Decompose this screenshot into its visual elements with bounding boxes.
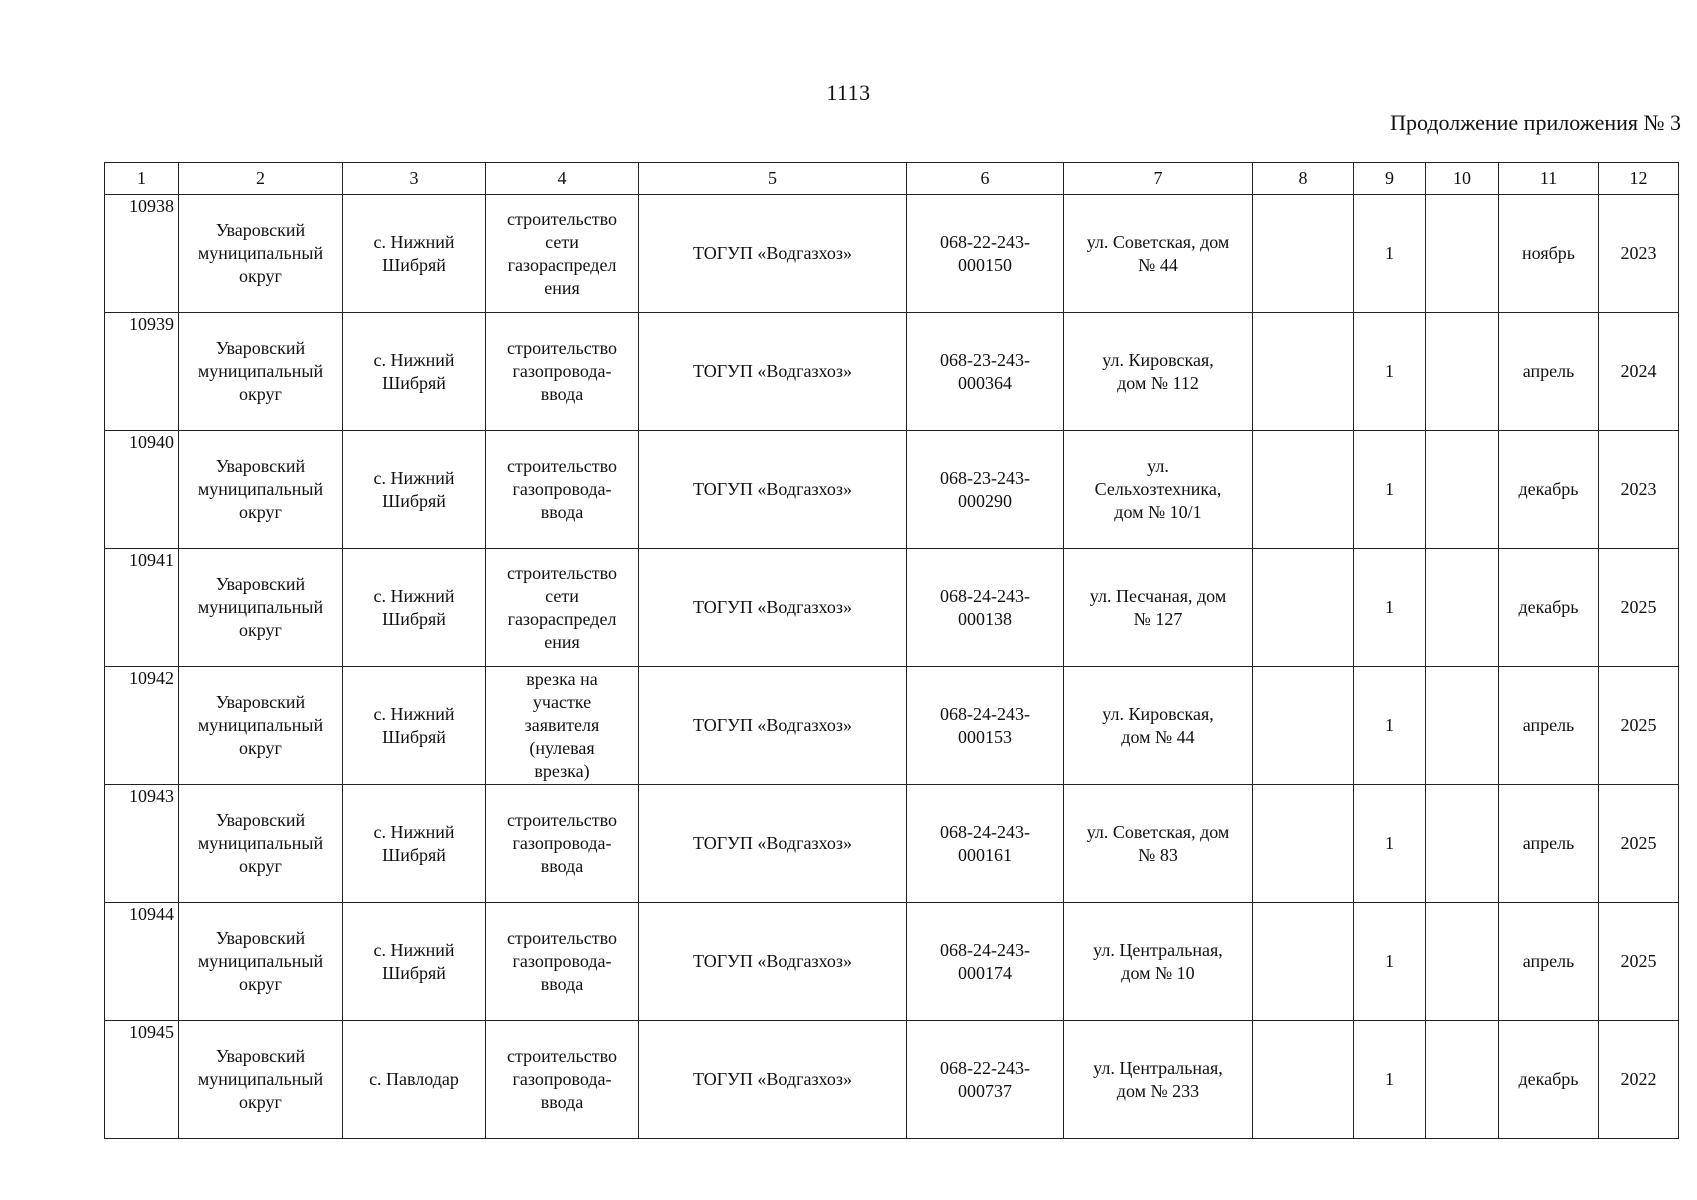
year-cell <box>1599 1021 1679 1139</box>
count: 1 <box>1385 479 1394 499</box>
work-type: строительство сети газораспредел ения <box>507 562 617 652</box>
row-number: 10940 <box>129 432 174 452</box>
address-cell <box>1064 1021 1253 1139</box>
settlement-cell <box>343 313 486 431</box>
year-cell <box>1599 785 1679 903</box>
address-cell <box>1064 313 1253 431</box>
district-cell <box>179 195 343 313</box>
district-cell <box>179 903 343 1021</box>
work-type-cell <box>486 431 639 549</box>
code: 068-22-243- 000150 <box>940 231 1030 275</box>
month: апрель <box>1522 715 1575 735</box>
code-cell <box>907 431 1064 549</box>
code: 068-24-243- 000138 <box>940 585 1030 629</box>
district: Уваровский муниципальный округ <box>197 692 324 758</box>
column-header: 5 <box>639 163 907 195</box>
column-header: 6 <box>907 163 1064 195</box>
code-cell <box>907 195 1064 313</box>
column-10-cell <box>1426 667 1499 785</box>
district-cell <box>179 785 343 903</box>
address: ул. Центральная, дом № 233 <box>1093 1057 1223 1101</box>
table-row <box>105 195 1679 313</box>
count-cell <box>1354 549 1426 667</box>
address-cell <box>1064 667 1253 785</box>
work-type-cell <box>486 313 639 431</box>
count-cell <box>1354 313 1426 431</box>
row-number: 10939 <box>129 314 174 334</box>
column-8-cell <box>1253 195 1354 313</box>
district: Уваровский муниципальный округ <box>197 928 324 994</box>
work-type: строительство газопровода- ввода <box>507 810 617 876</box>
row-number: 10938 <box>129 196 174 216</box>
count: 1 <box>1385 951 1394 971</box>
column-10-cell <box>1426 549 1499 667</box>
work-type: строительство газопровода- ввода <box>507 456 617 522</box>
organization-cell <box>639 903 907 1021</box>
code: 068-24-243- 000153 <box>940 703 1030 747</box>
code-cell <box>907 549 1064 667</box>
settlement: с. Нижний Шибряй <box>373 349 455 393</box>
year: 2024 <box>1620 361 1657 381</box>
column-header: 4 <box>486 163 639 195</box>
month-cell <box>1499 667 1599 785</box>
settlement-cell <box>343 195 486 313</box>
column-10-cell <box>1426 195 1499 313</box>
row-number-cell <box>105 1021 179 1139</box>
count: 1 <box>1385 243 1394 263</box>
organization: ТОГУП «Водгазхоз» <box>693 361 852 381</box>
row-number: 10944 <box>129 904 174 924</box>
code: 068-23-243- 000364 <box>940 349 1030 393</box>
count-cell <box>1354 667 1426 785</box>
work-type: врезка на участке заявителя (нулевая врезка) <box>524 669 600 781</box>
count-cell <box>1354 431 1426 549</box>
district-cell <box>179 313 343 431</box>
row-number-cell <box>105 903 179 1021</box>
month: апрель <box>1522 833 1575 853</box>
month: декабрь <box>1518 479 1579 499</box>
row-number-cell <box>105 549 179 667</box>
table-row <box>105 785 1679 903</box>
row-number-cell <box>105 195 179 313</box>
month: апрель <box>1522 951 1575 971</box>
month-cell <box>1499 785 1599 903</box>
settlement-cell <box>343 667 486 785</box>
row-number-cell <box>105 313 179 431</box>
district: Уваровский муниципальный округ <box>197 574 324 640</box>
organization-cell <box>639 431 907 549</box>
column-10-cell <box>1426 1021 1499 1139</box>
organization-cell <box>639 667 907 785</box>
settlement: с. Нижний Шибряй <box>373 467 455 511</box>
organization: ТОГУП «Водгазхоз» <box>693 951 852 971</box>
column-header: 7 <box>1064 163 1253 195</box>
work-type-cell <box>486 667 639 785</box>
work-type-cell <box>486 1021 639 1139</box>
year: 2025 <box>1620 715 1657 735</box>
column-8-cell <box>1253 903 1354 1021</box>
settlement: с. Нижний Шибряй <box>373 585 455 629</box>
year: 2025 <box>1620 597 1657 617</box>
month-cell <box>1499 549 1599 667</box>
month: декабрь <box>1518 1069 1579 1089</box>
settlement: с. Нижний Шибряй <box>373 703 455 747</box>
settlement-cell <box>343 549 486 667</box>
count-cell <box>1354 785 1426 903</box>
district: Уваровский муниципальный округ <box>197 456 324 522</box>
row-number: 10945 <box>129 1022 174 1042</box>
organization: ТОГУП «Водгазхоз» <box>693 597 852 617</box>
row-number: 10943 <box>129 786 174 806</box>
table-row <box>105 903 1679 1021</box>
month-cell <box>1499 903 1599 1021</box>
address-cell <box>1064 549 1253 667</box>
month-cell <box>1499 195 1599 313</box>
table-body <box>105 195 1679 1139</box>
month-cell <box>1499 313 1599 431</box>
organization: ТОГУП «Водгазхоз» <box>693 479 852 499</box>
table-row <box>105 1021 1679 1139</box>
settlement: с. Нижний Шибряй <box>373 231 455 275</box>
address: ул. Советская, дом № 44 <box>1086 231 1230 275</box>
column-8-cell <box>1253 667 1354 785</box>
year: 2023 <box>1620 479 1657 499</box>
code: 068-24-243- 000161 <box>940 821 1030 865</box>
column-8-cell <box>1253 431 1354 549</box>
work-type: строительство газопровода- ввода <box>507 928 617 994</box>
address: ул. Песчаная, дом № 127 <box>1089 585 1227 629</box>
work-type-cell <box>486 903 639 1021</box>
district: Уваровский муниципальный округ <box>197 338 324 404</box>
page-number: 1113 <box>826 80 871 105</box>
code-cell <box>907 313 1064 431</box>
column-10-cell <box>1426 431 1499 549</box>
row-number-cell <box>105 431 179 549</box>
column-header: 2 <box>179 163 343 195</box>
address: ул. Кировская, дом № 44 <box>1102 703 1214 747</box>
column-header: 1 <box>105 163 179 195</box>
registry-table <box>104 162 1679 1139</box>
organization-cell <box>639 1021 907 1139</box>
code-cell <box>907 667 1064 785</box>
code-cell <box>907 1021 1064 1139</box>
address: ул. Сельхозтехника, дом № 10/1 <box>1094 456 1222 522</box>
organization: ТОГУП «Водгазхоз» <box>693 833 852 853</box>
year-cell <box>1599 549 1679 667</box>
year: 2025 <box>1620 951 1657 971</box>
code: 068-24-243- 000174 <box>940 939 1030 983</box>
year-cell <box>1599 431 1679 549</box>
settlement: с. Нижний Шибряй <box>373 821 455 865</box>
table-row <box>105 313 1679 431</box>
code: 068-23-243- 000290 <box>940 467 1030 511</box>
year-cell <box>1599 195 1679 313</box>
address: ул. Советская, дом № 83 <box>1086 821 1230 865</box>
organization-cell <box>639 785 907 903</box>
district-cell <box>179 667 343 785</box>
month-cell <box>1499 431 1599 549</box>
address-cell <box>1064 431 1253 549</box>
row-number-cell <box>105 785 179 903</box>
column-header: 9 <box>1354 163 1426 195</box>
count: 1 <box>1385 833 1394 853</box>
column-8-cell <box>1253 785 1354 903</box>
work-type: строительство газопровода- ввода <box>507 338 617 404</box>
settlement-cell <box>343 1021 486 1139</box>
column-header: 12 <box>1599 163 1679 195</box>
district: Уваровский муниципальный округ <box>197 220 324 286</box>
year: 2022 <box>1620 1069 1657 1089</box>
settlement: с. Павлодар <box>369 1069 459 1089</box>
count-cell <box>1354 903 1426 1021</box>
count: 1 <box>1385 361 1394 381</box>
work-type-cell <box>486 195 639 313</box>
count: 1 <box>1385 1069 1394 1089</box>
column-8-cell <box>1253 1021 1354 1139</box>
organization-cell <box>639 313 907 431</box>
address: ул. Кировская, дом № 112 <box>1102 349 1214 393</box>
organization: ТОГУП «Водгазхоз» <box>693 715 852 735</box>
district-cell <box>179 431 343 549</box>
settlement-cell <box>343 431 486 549</box>
row-number-cell <box>105 667 179 785</box>
address-cell <box>1064 785 1253 903</box>
row-number: 10942 <box>129 668 174 688</box>
count-cell <box>1354 195 1426 313</box>
district: Уваровский муниципальный округ <box>197 810 324 876</box>
district: Уваровский муниципальный округ <box>197 1046 324 1112</box>
column-10-cell <box>1426 313 1499 431</box>
month: апрель <box>1522 361 1575 381</box>
settlement-cell <box>343 903 486 1021</box>
work-type-cell <box>486 785 639 903</box>
work-type-cell <box>486 549 639 667</box>
organization: ТОГУП «Водгазхоз» <box>693 243 852 263</box>
row-number: 10941 <box>129 550 174 570</box>
organization: ТОГУП «Водгазхоз» <box>693 1069 852 1089</box>
year-cell <box>1599 903 1679 1021</box>
column-header: 10 <box>1426 163 1499 195</box>
work-type: строительство сети газораспредел ения <box>507 208 617 298</box>
address: ул. Центральная, дом № 10 <box>1093 939 1223 983</box>
column-8-cell <box>1253 549 1354 667</box>
table-row <box>105 431 1679 549</box>
count: 1 <box>1385 715 1394 735</box>
year: 2023 <box>1620 243 1657 263</box>
code-cell <box>907 785 1064 903</box>
appendix-note: Продолжение приложения № 3 <box>1390 110 1681 135</box>
month: ноябрь <box>1522 243 1575 263</box>
district-cell <box>179 1021 343 1139</box>
column-10-cell <box>1426 785 1499 903</box>
district-cell <box>179 549 343 667</box>
count-cell <box>1354 1021 1426 1139</box>
year-cell <box>1599 313 1679 431</box>
table-row <box>105 549 1679 667</box>
address-cell <box>1064 903 1253 1021</box>
month: декабрь <box>1518 597 1579 617</box>
column-8-cell <box>1253 313 1354 431</box>
year: 2025 <box>1620 833 1657 853</box>
column-header: 11 <box>1499 163 1599 195</box>
table-row <box>105 667 1679 785</box>
settlement-cell <box>343 785 486 903</box>
organization-cell <box>639 195 907 313</box>
column-10-cell <box>1426 903 1499 1021</box>
code-cell <box>907 903 1064 1021</box>
address-cell <box>1064 195 1253 313</box>
organization-cell <box>639 549 907 667</box>
code: 068-22-243- 000737 <box>940 1057 1030 1101</box>
work-type: строительство газопровода- ввода <box>507 1046 617 1112</box>
count: 1 <box>1385 597 1394 617</box>
year-cell <box>1599 667 1679 785</box>
month-cell <box>1499 1021 1599 1139</box>
column-header: 8 <box>1253 163 1354 195</box>
column-header: 3 <box>343 163 486 195</box>
header-row <box>105 163 1679 195</box>
settlement: с. Нижний Шибряй <box>373 939 455 983</box>
